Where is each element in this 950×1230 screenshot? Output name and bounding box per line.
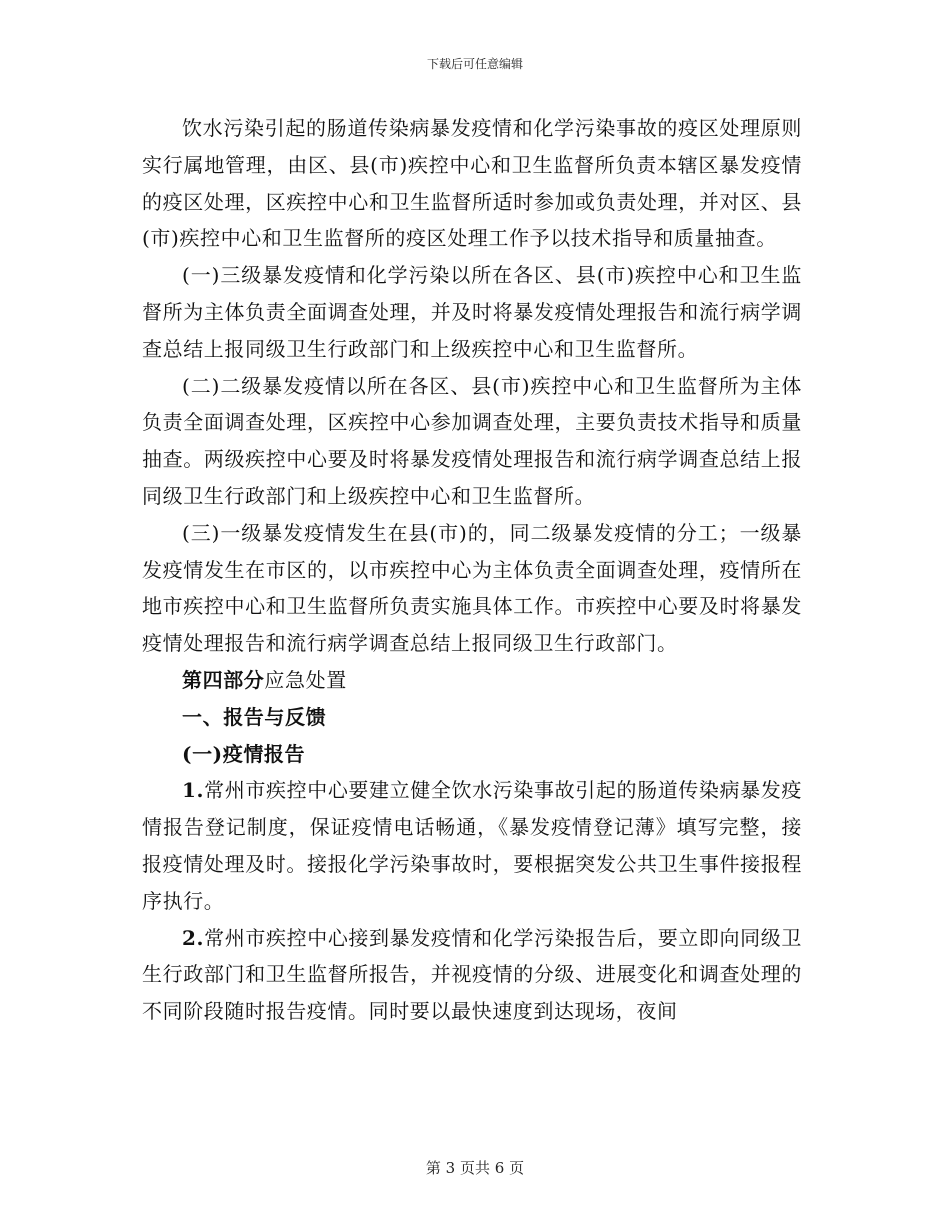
paragraph-level-three: (一)三级暴发疫情和化学污染以所在各区、县(市)疾控中心和卫生监督所为主体负责全面调查处理，并及时将暴发疫情处理报告和流行病学调查总结上报同级卫生行政部门和上级疾控中心和卫生监督所。 (142, 263, 802, 361)
list-item-1 (142, 772, 802, 919)
part-four-title: 应急处置 (264, 667, 347, 692)
list-item-1-text: 常州市疾控中心要建立健全饮水污染事故引起的肠道传染病暴发疫情报告登记制度，保证疫情电话畅通，《暴发疫情登记薄》填写完整，接报疫情处理及时。接报化学污染事故时，要根据突发公共卫生事件接报程序执行。 (142, 778, 802, 913)
paragraph-level-one: (三)一级暴发疫情发生在县(市)的，同二级暴发疫情的分工；一级暴发疫情发生在市区的，以市疾控中心为主体负责全面调查处理，疫情所在地市疾控中心和卫生监督所负责实施具体工作。市疾控中心要及时将暴发疫情处理报告和流行病学调查总结上报同级卫生行政部门。 (142, 520, 802, 656)
document-body (142, 110, 802, 1030)
list-item-2 (142, 920, 802, 1030)
section-heading-part-four (142, 662, 802, 699)
section-heading-report: 一、报告与反馈 (182, 704, 327, 729)
list-item-1-number: 1. (182, 778, 205, 803)
list-item-2-text: 常州市疾控中心接到暴发疫情和化学污染报告后，要立即向同级卫生行政部门和卫生监督所报告，并视疫情的分级、进展变化和调查处理的不同阶段随时报告疫情。同时要以最快速度到达现场，夜间 (142, 925, 802, 1024)
part-four-label: 第四部分 (182, 667, 265, 692)
list-item-2-number: 2. (182, 925, 205, 950)
paragraph-jurisdiction: 饮水污染引起的肠道传染病暴发疫情和化学污染事故的疫区处理原则实行属地管理，由区、县(市)疾控中心和卫生监督所负责本辖区暴发疫情的疫区处理，区疾控中心和卫生监督所适时参加或负责处理，并对区、县(市)疾控中心和卫生监督所的疫区处理工作予以技术指导和质量抽查。 (142, 116, 802, 251)
page-header: 下载后可任意编辑 (426, 57, 523, 71)
paragraph-level-two: (二)二级暴发疫情以所在各区、县(市)疾控中心和卫生监督所为主体负责全面调查处理，区疾控中心参加调查处理，主要负责技术指导和质量抽查。两级疾控中心要及时将暴发疫情处理报告和流行病学调查总结上报同级卫生行政部门和上级疾控中心和卫生监督所。 (142, 373, 802, 508)
subsection-heading-epidemic-report: (一)疫情报告 (182, 741, 306, 766)
page-footer: 第 3 页共 6 页 (425, 1159, 525, 1177)
